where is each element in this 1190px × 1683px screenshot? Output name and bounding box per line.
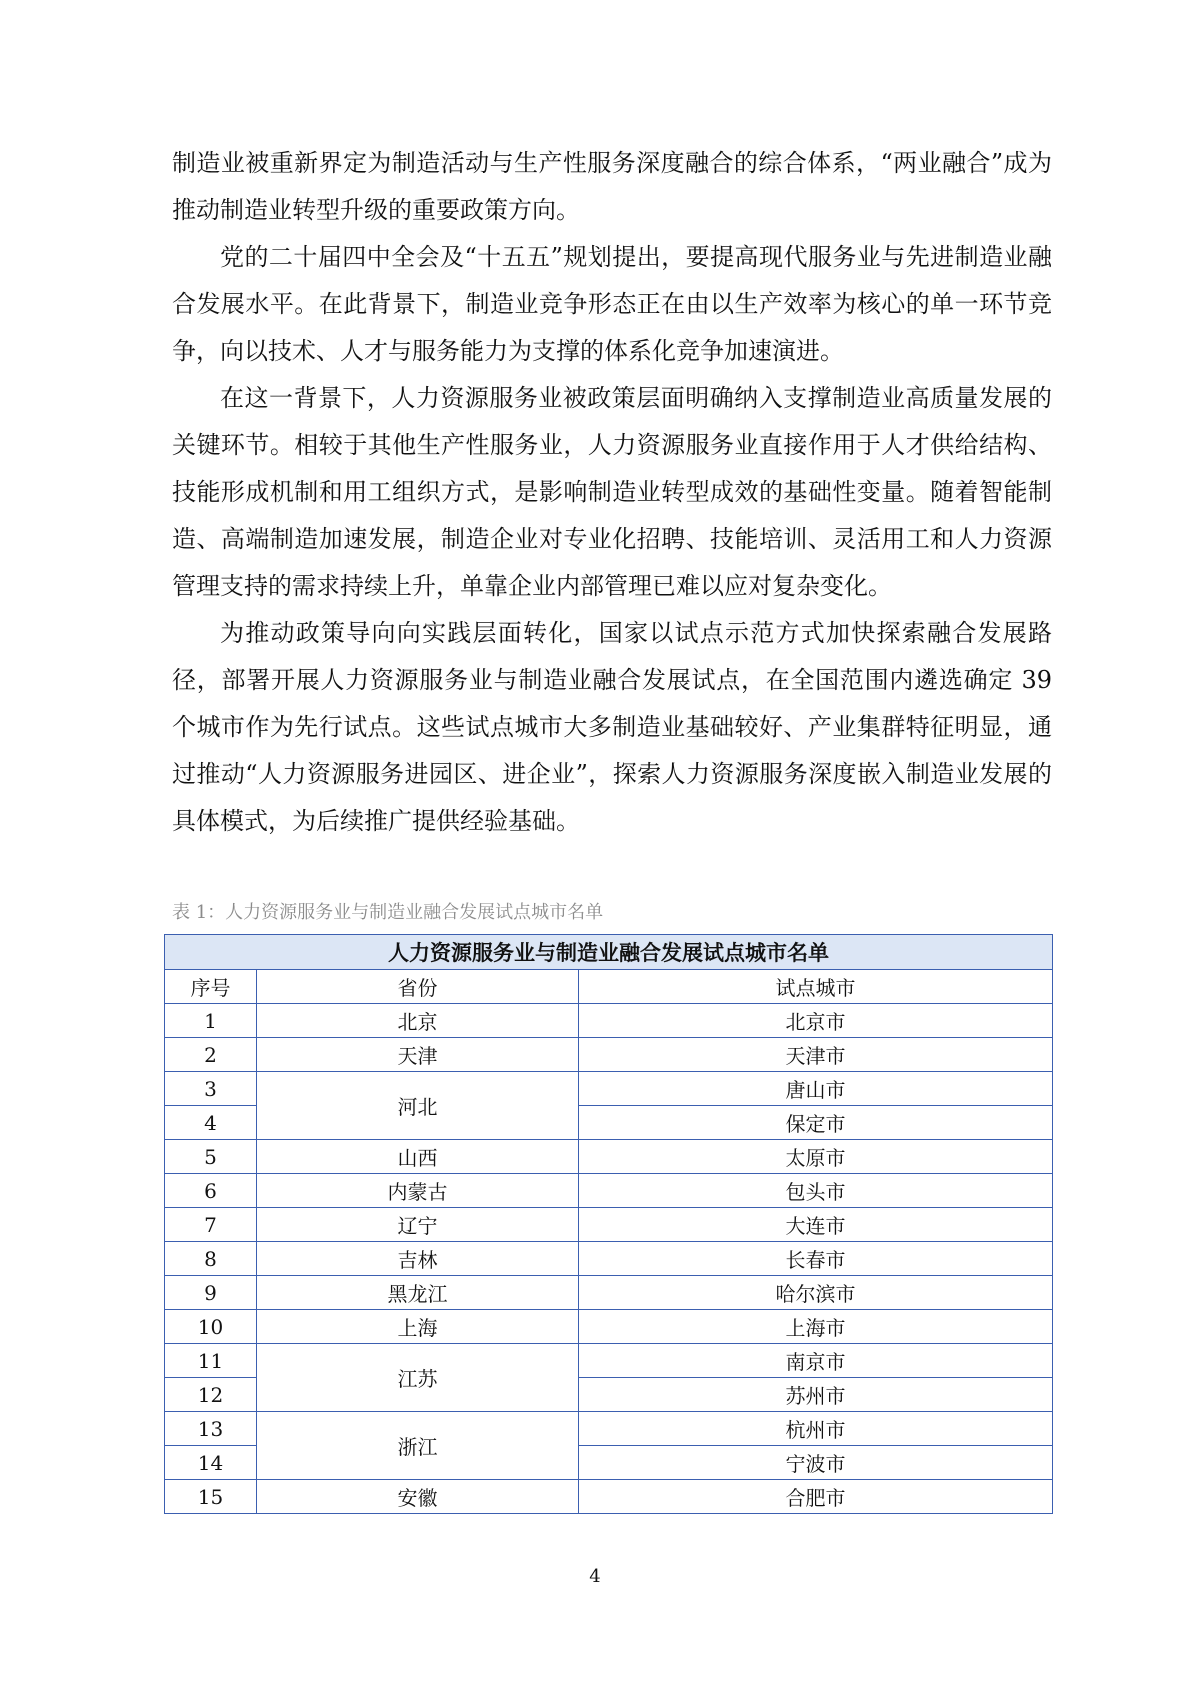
row-index: 10 <box>165 1310 257 1344</box>
row-city: 北京市 <box>579 1004 1053 1038</box>
row-city: 天津市 <box>579 1038 1053 1072</box>
table-title-row <box>165 935 1053 970</box>
row-city: 南京市 <box>579 1344 1053 1378</box>
table-caption: 表 1：人力资源服务业与制造业融合发展试点城市名单 <box>172 902 604 923</box>
pilot-cities-table <box>164 934 1053 1514</box>
row-province: 内蒙古 <box>257 1174 579 1208</box>
table-row <box>165 1276 1053 1310</box>
row-province: 河北 <box>257 1072 579 1140</box>
table-row <box>165 1344 1053 1378</box>
table-row <box>165 1004 1053 1038</box>
row-city: 杭州市 <box>579 1412 1053 1446</box>
row-index: 15 <box>165 1480 257 1514</box>
table-row <box>165 1174 1053 1208</box>
row-city: 包头市 <box>579 1174 1053 1208</box>
paragraph-4: 为推动政策导向向实践层面转化，国家以试点示范方式加快探索融合发展路径，部署开展人力资源服务业与制造业融合发展试点，在全国范围内遴选确定 39 个城市作为先行试点。这些试点城市大多制造业基础较好、产业集群特征明显，通过推动“人力资源服务进园区、进企业”，探索人力资源服务深度嵌入制造业发展的具体模式，为后续推广提供经验基础。 <box>172 619 1052 835</box>
table-row <box>165 1038 1053 1072</box>
row-city: 哈尔滨市 <box>579 1276 1053 1310</box>
row-index: 12 <box>165 1378 257 1412</box>
row-city: 保定市 <box>579 1106 1053 1140</box>
table-header-row <box>165 970 1053 1004</box>
row-city: 唐山市 <box>579 1072 1053 1106</box>
row-province: 辽宁 <box>257 1208 579 1242</box>
page-number: 4 <box>589 1566 601 1587</box>
paragraph-2: 党的二十届四中全会及“十五五”规划提出，要提高现代服务业与先进制造业融合发展水平。在此背景下，制造业竞争形态正在由以生产效率为核心的单一环节竞争，向以技术、人才与服务能力为支撑的体系化竞争加速演进。 <box>172 243 1052 365</box>
row-province: 江苏 <box>257 1344 579 1412</box>
row-index: 5 <box>165 1140 257 1174</box>
row-province: 吉林 <box>257 1242 579 1276</box>
row-city: 大连市 <box>579 1208 1053 1242</box>
table-row <box>165 1140 1053 1174</box>
row-province: 上海 <box>257 1310 579 1344</box>
row-province: 北京 <box>257 1004 579 1038</box>
row-city: 上海市 <box>579 1310 1053 1344</box>
row-index: 1 <box>165 1004 257 1038</box>
row-province: 安徽 <box>257 1480 579 1514</box>
table-title: 人力资源服务业与制造业融合发展试点城市名单 <box>165 935 1053 970</box>
header-city: 试点城市 <box>579 970 1053 1004</box>
row-index: 3 <box>165 1072 257 1106</box>
row-index: 8 <box>165 1242 257 1276</box>
table-row <box>165 1072 1053 1106</box>
row-index: 6 <box>165 1174 257 1208</box>
header-index: 序号 <box>165 970 257 1004</box>
paragraph-1: 制造业被重新界定为制造活动与生产性服务深度融合的综合体系，“两业融合”成为推动制造业转型升级的重要政策方向。 <box>172 149 1052 224</box>
row-city: 苏州市 <box>579 1378 1053 1412</box>
body-text <box>172 140 1052 845</box>
row-index: 4 <box>165 1106 257 1140</box>
row-index: 13 <box>165 1412 257 1446</box>
row-province: 黑龙江 <box>257 1276 579 1310</box>
row-city: 长春市 <box>579 1242 1053 1276</box>
table-row <box>165 1412 1053 1446</box>
row-province: 山西 <box>257 1140 579 1174</box>
row-index: 2 <box>165 1038 257 1072</box>
table-row <box>165 1480 1053 1514</box>
paragraph-3: 在这一背景下，人力资源服务业被政策层面明确纳入支撑制造业高质量发展的关键环节。相较于其他生产性服务业，人力资源服务业直接作用于人才供给结构、技能形成机制和用工组织方式，是影响制造业转型成效的基础性变量。随着智能制造、高端制造加速发展，制造企业对专业化招聘、技能培训、灵活用工和人力资源管理支持的需求持续上升，单靠企业内部管理已难以应对复杂变化。 <box>172 384 1052 600</box>
row-index: 7 <box>165 1208 257 1242</box>
table-row <box>165 1242 1053 1276</box>
row-city: 太原市 <box>579 1140 1053 1174</box>
header-province: 省份 <box>257 970 579 1004</box>
table-row <box>165 1208 1053 1242</box>
row-province: 浙江 <box>257 1412 579 1480</box>
row-index: 11 <box>165 1344 257 1378</box>
row-province: 天津 <box>257 1038 579 1072</box>
row-index: 14 <box>165 1446 257 1480</box>
row-city: 合肥市 <box>579 1480 1053 1514</box>
table-row <box>165 1310 1053 1344</box>
row-city: 宁波市 <box>579 1446 1053 1480</box>
row-index: 9 <box>165 1276 257 1310</box>
